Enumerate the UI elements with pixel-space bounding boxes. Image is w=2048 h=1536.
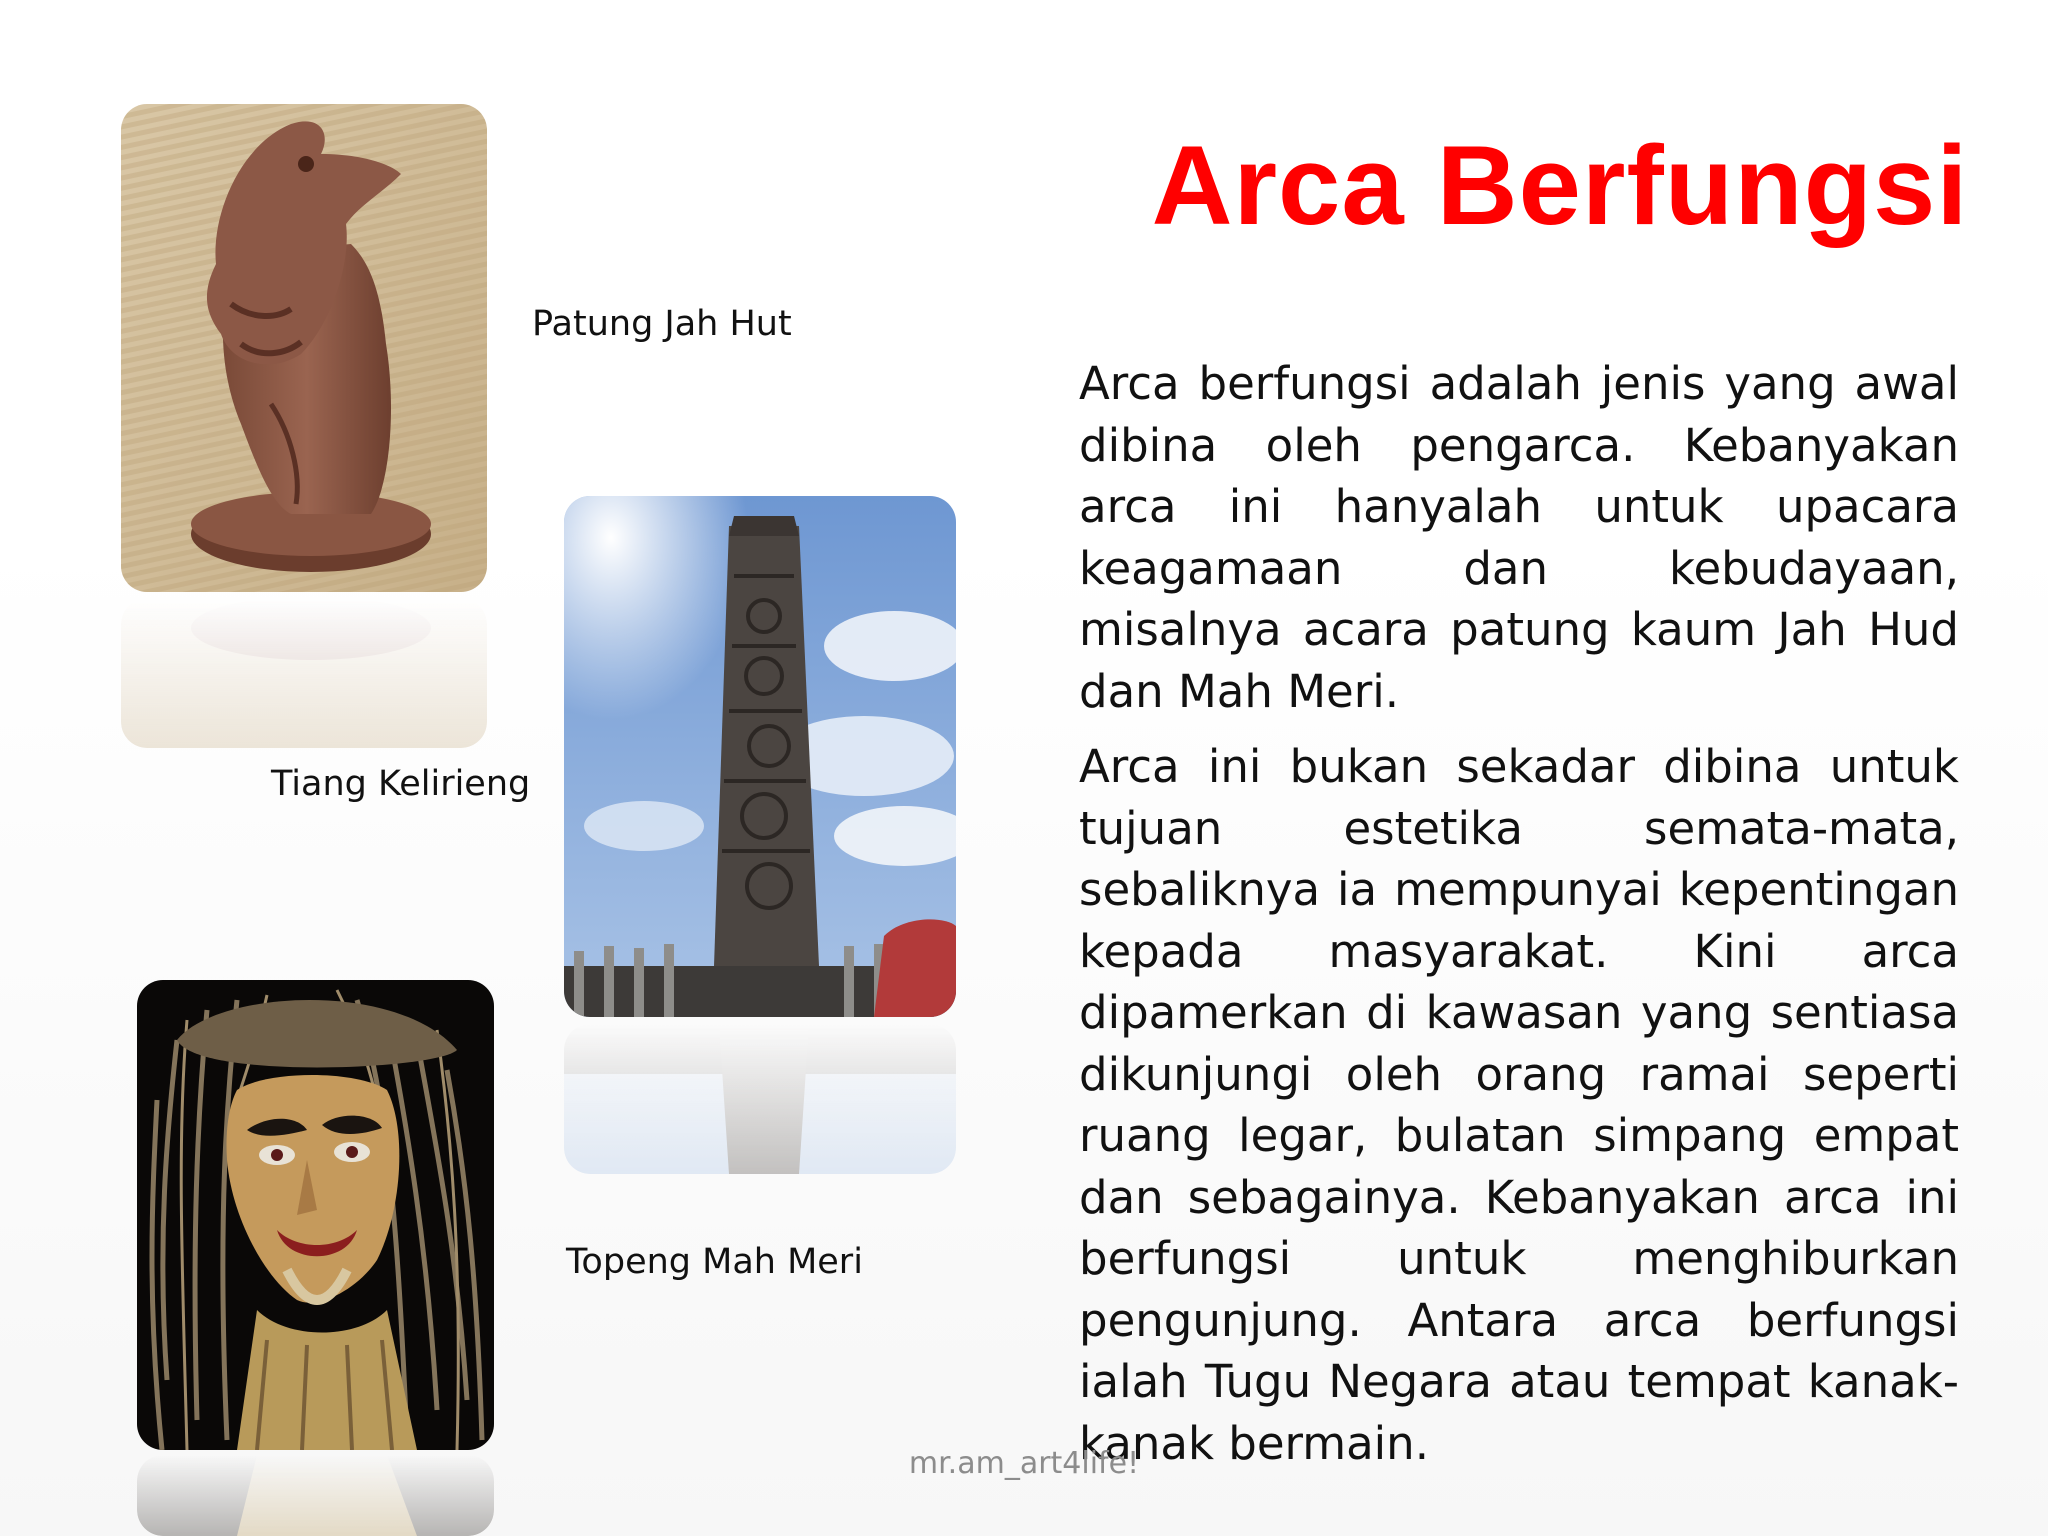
patung-jah-hut-reflection	[121, 598, 487, 748]
body-text	[1079, 353, 1959, 1488]
topeng-mah-meri-photo	[137, 980, 494, 1450]
caption-topeng-mah-meri: Topeng Mah Meri	[566, 1242, 863, 1282]
caption-patung-jah-hut: Patung Jah Hut	[532, 304, 792, 344]
tiang-kelirieng-reflection	[564, 1024, 956, 1174]
caption-tiang-kelirieng: Tiang Kelirieng	[271, 764, 531, 804]
slide-title: Arca Berfungsi	[1151, 123, 1969, 248]
paragraph-2: Arca ini bukan sekadar dibina untuk tujuan estetika semata-mata, sebaliknya ia mempunyai kepentingan kepada masyarakat. Kini arca dipamerkan di kawasan yang sentiasa dikunjungi oleh orang ramai seperti ruang legar, bulatan simpang empat dan sebagainya. Kebanyakan arca ini berfungsi untuk menghiburkan pengunjung. Antara arca berfungsi ialah Tugu Negara atau tempat kanak-kanak bermain.	[1079, 740, 1959, 1470]
tiang-kelirieng-photo	[564, 496, 956, 1017]
patung-jah-hut-photo	[121, 104, 487, 592]
footer-credit: mr.am_art4life!	[908, 1446, 1140, 1481]
paragraph-1: Arca berfungsi adalah jenis yang awal dibina oleh pengarca. Kebanyakan arca ini hanyalah untuk upacara keagamaan dan kebudayaan, misalnya acara patung kaum Jah Hud dan Mah Meri.	[1079, 357, 1959, 718]
